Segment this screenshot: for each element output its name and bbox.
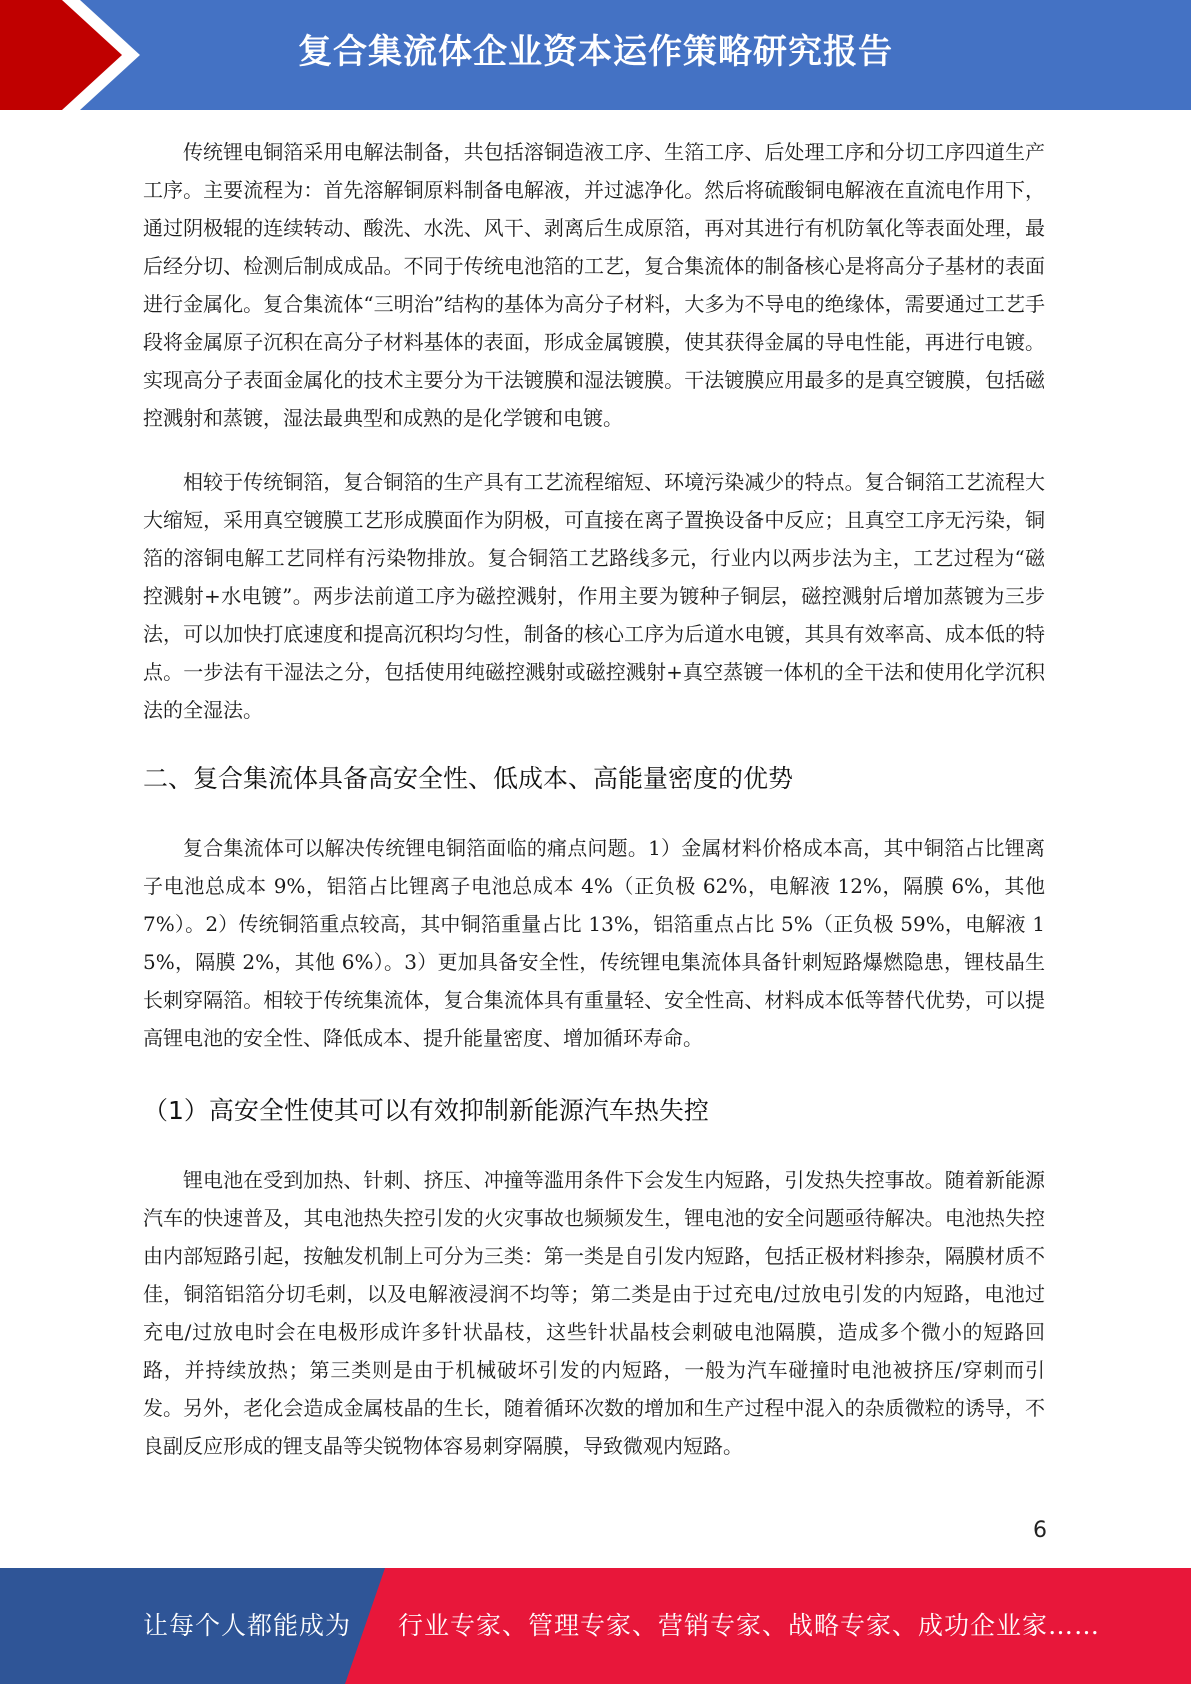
subsection-heading: （1）高安全性使其可以有效抑制新能源汽车热失控 xyxy=(143,1096,709,1125)
body-paragraph: 传统锂电铜箔采用电解法制备，共包括溶铜造液工序、生箔工序、后处理工序和分切工序四道生产工序。主要流程为：首先溶解铜原料制备电解液，并过滤净化。然后将硫酸铜电解液在直流电作用下，通过阴极辊的连续转动、酸洗、水洗、风干、剥离后生成原箔，再对其进行有机防氧化等表面处理，最后经分切、检测后制成成品。不同于传统电池箔的工艺，复合集流体的制备核心是将高分子基材的表面进行金属化。复合集流体“三明治”结构的基体为高分子材料，大多为不导电的绝缘体，需要通过工艺手段将金属原子沉积在高分子材料基体的表面，形成金属镀膜，使其获得金属的导电性能，再进行电镀。实现高分子表面金属化的技术主要分为干法镀膜和湿法镀膜。干法镀膜应用最多的是真空镀膜，包括磁控溅射和蒸镀，湿法最典型和成熟的是化学镀和电镀。 xyxy=(143,140,1045,430)
body-paragraph: 相较于传统铜箔，复合铜箔的生产具有工艺流程缩短、环境污染减少的特点。复合铜箔工艺流程大大缩短，采用真空镀膜工艺形成膜面作为阴极，可直接在离子置换设备中反应；且真空工序无污染，铜箔的溶铜电解工艺同样有污染物排放。复合铜箔工艺路线多元，行业内以两步法为主，工艺过程为“磁控溅射+水电镀”。两步法前道工序为磁控溅射，作用主要为镀种子铜层，磁控溅射后增加蒸镀为三步法，可以加快打底速度和提高沉积均匀性，制备的核心工序为后道水电镀，其具有效率高、成本低的特点。一步法有干湿法之分，包括使用纯磁控溅射或磁控溅射+真空蒸镀一体机的全干法和使用化学沉积法的全湿法。 xyxy=(143,470,1045,722)
report-title: 复合集流体企业资本运作策略研究报告 xyxy=(298,32,893,72)
page-footer xyxy=(0,1568,1191,1684)
footer-slogan-right: 行业专家、管理专家、营销专家、战略专家、成功企业家…… xyxy=(398,1611,1101,1640)
body-paragraph: 复合集流体可以解决传统锂电铜箔面临的痛点问题。1）金属材料价格成本高，其中铜箔占比锂离子电池总成本 9%，铝箔占比锂离子电池总成本 4%（正负极 62%，电解液 12%，隔膜 6%，其他 7%）。2）传统铜箔重点较高，其中铜箔重量占比 13%，铝箔重点占比 5%（正负极 59%，电解液 15%，隔膜 2%，其他 6%）。3）更加具备安全性，传统锂电集流体具备针刺短路爆燃隐患，锂枝晶生长刺穿隔箔。相较于传统集流体，复合集流体具有重量轻、安全性高、材料成本低等替代优势，可以提高锂电池的安全性、降低成本、提升能量密度、增加循环寿命。 xyxy=(143,836,1045,1050)
section-heading: 二、复合集流体具备高安全性、低成本、高能量密度的优势 xyxy=(143,764,794,793)
footer-slogan-left: 让每个人都能成为 xyxy=(143,1611,352,1640)
page-number: 6 xyxy=(1033,1518,1047,1543)
header-red-arrow-shape xyxy=(0,0,145,110)
page-header xyxy=(0,0,1191,110)
main-content xyxy=(143,133,1045,1465)
body-paragraph: 锂电池在受到加热、针刺、挤压、冲撞等滥用条件下会发生内短路，引发热失控事故。随着新能源汽车的快速普及，其电池热失控引发的火灾事故也频频发生，锂电池的安全问题亟待解决。电池热失控由内部短路引起，按触发机制上可分为三类：第一类是自引发内短路，包括正极材料掺杂，隔膜材质不佳，铜箔铝箔分切毛刺，以及电解液浸润不均等；第二类是由于过充电/过放电引发的内短路，电池过充电/过放电时会在电极形成许多针状晶枝，这些针状晶枝会刺破电池隔膜，造成多个微小的短路回路，并持续放热；第三类则是由于机械破坏引发的内短路，一般为汽车碰撞时电池被挤压/穿刺而引发。另外，老化会造成金属枝晶的生长，随着循环次数的增加和生产过程中混入的杂质微粒的诱导，不良副反应形成的锂支晶等尖锐物体容易刺穿隔膜，导致微观内短路。 xyxy=(143,1168,1045,1458)
